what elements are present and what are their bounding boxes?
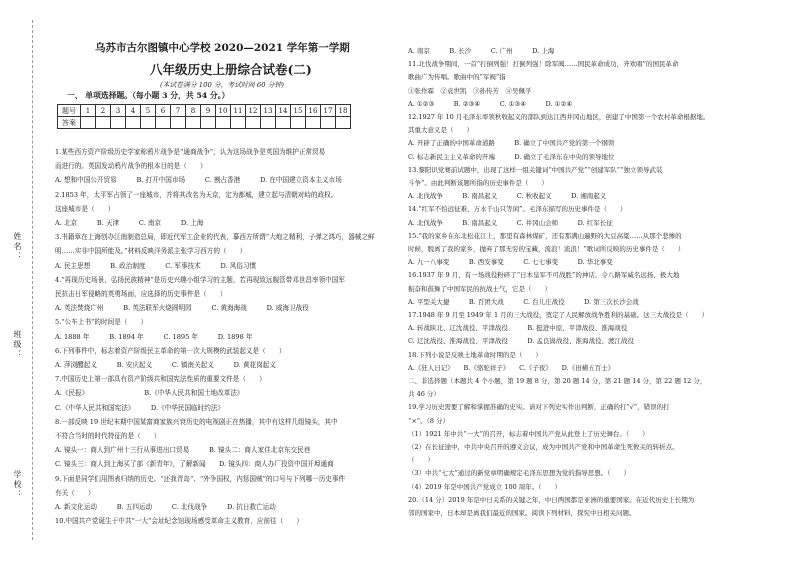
- student-name-label: 姓名：: [13, 232, 22, 262]
- grid-number-cell: 10: [216, 105, 231, 117]
- grid-answer-row: [58, 117, 351, 129]
- question-line: A. ①②③ B. ②③④ C. ①③④ D. ①②④: [408, 99, 573, 108]
- question-line: 8.一部反映 19 世纪末期中国某富商家族兴衰历史的电视剧正在热播，其中有这样几组镜头，其中: [55, 417, 338, 426]
- grid-answer-cell[interactable]: [261, 117, 276, 129]
- question-line: 6.下列事件中，标志着资产阶级民主革命的第一次大规模的武装起义是（ ）: [55, 346, 286, 355]
- question-line: 民抗击日军侵略的英勇场面，应选择的历史事件是（ ）: [55, 290, 227, 298]
- question-line: 共 46 分）: [408, 390, 440, 399]
- question-line: C. 镜头三：商人到上海买了部《新青年》，了解新闻 D. 镜头四：商人办厂投资中国开埠通商: [55, 460, 334, 469]
- grid-answer-cell[interactable]: [201, 117, 216, 129]
- question-line: 2.1853 年，太平军占领了一座城市，并将其改名为天京，定为都城，建立起与清朝对峙的政权。: [55, 190, 338, 199]
- question-line: A. 北伐战争 B. 南昌起义 C. 井冈山会师 D. 红军长征: [408, 218, 613, 227]
- grid-answer-cell[interactable]: [306, 117, 321, 129]
- grid-answer-cell[interactable]: [276, 117, 291, 129]
- grid-answer-cell[interactable]: [126, 117, 141, 129]
- grid-number-cell: 6: [156, 105, 171, 117]
- question-line: C. 标志新民主主义革命的开端 D. 确立了毛泽东在中央的领导地位: [408, 152, 615, 161]
- question-line: 时候，脱离了我的家乡，抛弃了那无穷的宝藏，流浪！流浪！”歌词所反映的历史事件是（ ）: [408, 245, 685, 253]
- question-line: 斗争”。由此判断该题所指的历史事件是（ ）: [408, 179, 548, 187]
- question-line: “×”。（8 分）: [408, 416, 450, 425]
- grid-number-cell: 16: [306, 105, 321, 117]
- grid-number-cell: 12: [246, 105, 261, 117]
- question-line: A. 新文化运动 B. 五四运动 C. 北伐战争 D. 抗日救亡运动: [55, 503, 276, 511]
- question-line: 4.“再现历史场景，弘扬民族精神”是历史兴趣小组学习的主题，若再现致远舰管带邓世昌率领中国军: [55, 275, 345, 284]
- question-line: A. 镜头一：商人到广州十三行从事进出口贸易 B. 镜头二：商人家住北京东交民巷: [55, 446, 311, 455]
- question-line: 9.下面是同学们用图表归纳的历史。“还我青岛”、“外争国权，内惩国贼”的口号与下列哪一历史事件: [55, 474, 346, 483]
- question-line: A. 1888 年 B. 1894 年 C. 1895 年 D. 1898 年: [55, 332, 253, 341]
- grid-answer-cell[interactable]: [321, 117, 336, 129]
- grid-number-cell: 4: [126, 105, 141, 117]
- exam-title-line1: 乌苏市古尔图镇中心学校 2020—2021 学年第一学期: [95, 42, 350, 54]
- question-line: （2）在长征途中，中共中央召开的遵义会议，成为中国共产党和中国革命生死攸关的转折点。: [408, 443, 679, 451]
- question-line: 二、非选择题（本题共 4 个小题，第 19 题 8 分，第 20 题 14 分，第 21 题 14 分，第 22 题 12 分，: [408, 377, 707, 385]
- grid-number-cell: 15: [291, 105, 306, 117]
- question-line: A. 英法焚烧广州 B. 英法联军火烧圆明园 C. 黄海海战 D. 威海卫战役: [55, 304, 309, 313]
- question-line: A. 北京 B. 天津 C. 南京 D. 上海: [55, 219, 204, 227]
- grid-answer-cell[interactable]: [171, 117, 186, 129]
- question-line: 16.1937 年 9 月，有一场战役粉碎了“日本皇军不可战胜”的神话，令八路军威名远扬，极大地: [408, 271, 680, 280]
- grid-answer-cell[interactable]: [156, 117, 171, 129]
- question-line: 明……实非中国所能及。”材料反映洋务派主张学习西方的（ ）: [55, 247, 247, 256]
- grid-answer-cell[interactable]: [81, 117, 96, 129]
- question-line: 11.北伐战争期间，一首“打倒列强！打倒列强！除军阀……国民革命成功，齐欢唱”的国民革命: [408, 60, 679, 69]
- question-line: （4）2019 年是中国共产党成立 100 周年。（ ）: [408, 482, 562, 491]
- grid-number-cell: 3: [111, 105, 126, 117]
- question-line: 歌曲广为传唱。歌曲中的“军阀”指: [408, 73, 506, 82]
- grid-answer-cell[interactable]: [96, 117, 111, 129]
- question-line: A.《狂人日记》 B.《骆驼祥子》 C.《子夜》 D.《田横五百士》: [408, 363, 615, 372]
- question-line: A. 平型关大捷 B. 百团大战 C. 台儿庄战役 D. 第三次长沙会战: [408, 297, 639, 306]
- question-line: A. 开辟了正确的中国革命道路 B. 确立了中国共产党的第一个纲领: [408, 139, 615, 148]
- grid-number-cell: 13: [261, 105, 276, 117]
- grid-number-cell: 7: [171, 105, 186, 117]
- question-line: 这座城市是（ ）: [55, 204, 115, 213]
- question-line: A. 九一八事变 B. 西安事变 C. 七七事变 D. 华北事变: [408, 258, 613, 267]
- grid-number-cell: 1: [81, 105, 96, 117]
- question-line: A. 南京 B. 长沙 C. 广州 D. 上海: [408, 47, 555, 55]
- question-line: （ ）: [408, 456, 434, 465]
- question-line: 15.“我的家乡在东北松花江上，那里有森林煤矿，还有那满山遍野的大豆高粱……从那个悲惨的: [408, 231, 682, 240]
- grid-number-cell: 2: [96, 105, 111, 117]
- answer-grid: [57, 104, 351, 129]
- section-one-heading: 一、 单项选择题。（每小题 3 分，共 54 分。）: [67, 91, 230, 100]
- grid-answer-cell[interactable]: [231, 117, 246, 129]
- exam-title-line2: 八年级历史上册综合试卷(二): [150, 62, 312, 77]
- grid-answer-cell[interactable]: [246, 117, 261, 129]
- question-line: 振奋和鼓舞了中国军民的抗战士气，它是（ ）: [408, 284, 551, 293]
- grid-number-cell: 11: [231, 105, 246, 117]
- question-line: C. 辽沈战役、淮海战役、平津战役 D. 孟良崮战役、淮海战役、渡江战役: [408, 337, 634, 346]
- question-line: （1）1921 年中共“一大”的召开，标志着中国共产党从此登上了历史舞台。（ ）: [408, 429, 649, 438]
- question-line: A. 民主思想 B. 政治制度 C. 军事技术 D. 风俗习惯: [55, 261, 257, 270]
- question-line: 20.（14 分）2019 年是中日关系的关键之年，中日两国都是亚洲的重要国家。在近代历史上长期为: [408, 495, 695, 504]
- left-column: [55, 0, 395, 562]
- question-line: 不符合当时的时代特征的是（ ）: [55, 432, 161, 440]
- question-line: A.《民报》 B.《中华人民共和国土地改革法》: [55, 389, 244, 398]
- question-line: 1.某些西方资产阶级历史学家称鸦片战争是“通商战争”，认为这场战争是英国为维护正常贸易: [55, 148, 326, 156]
- question-line: 18.下列小说是反映土地革命时期的是（ ）: [408, 350, 542, 359]
- question-line: （3）中共“七大”通过的新党章明确规定毛泽东思想为党的指导思想。（ ）: [408, 469, 631, 478]
- question-line: A. 想和中国公开贸易 B. 打开中国市场 C. 割占香港 D. 在中国建立资本主义市场: [55, 176, 342, 185]
- exam-subtitle: (本试卷满分 100 分，考试时间 60 分钟): [160, 81, 284, 89]
- grid-number-cell: 5: [141, 105, 156, 117]
- question-line: A. 萍浏醴起义 B. 安庆起义 C. 镇南关起义 D. 黄花岗起义: [55, 361, 276, 369]
- question-line: 17.1948 年 9 月至 1949 年 1 月的三大战役，奠定了人民解放战争胜利的基础。这三大战役是（ ）: [408, 311, 709, 319]
- grid-number-cell: 14: [276, 105, 291, 117]
- question-line: 14.“红军不怕远征难，万水千山只等闲”。毛泽东描写的历史事件是（ ）: [408, 205, 627, 214]
- grid-row2-label: 答案: [58, 117, 81, 129]
- question-line: 而进行的。英国发动鸦片战争的根本目的是（ ）: [55, 162, 207, 171]
- question-line: A. 北伐战争 B. 南昌起义 C. 秋收起义 D. 湘南起义: [408, 192, 607, 201]
- grid-number-cell: 8: [186, 105, 201, 117]
- grid-answer-cell[interactable]: [291, 117, 306, 129]
- class-label: 班级：: [13, 330, 22, 360]
- question-line: 邻的国家中，日本却是离我们最近的国家。阅读下列材料，探究中日相关问题。: [408, 509, 636, 517]
- grid-number-cell: 17: [321, 105, 336, 117]
- right-column: [408, 0, 788, 562]
- question-line: 3.书籍章在上海创办江南制造总局，即近代军工企业的代表，摹西方所谓“大炮之精利，子弹之鸿巧，器械之鲜: [55, 233, 375, 242]
- school-label: 学校：: [13, 470, 22, 500]
- question-line: 13.黎阳识党赛前试题中，出现了这样一组关键词“中国共产党”“创建军队”“独立领导武装: [408, 165, 663, 174]
- question-line: 5.“公车上书”的时间是（ ）: [55, 318, 148, 327]
- grid-row1-label: 题号: [58, 105, 81, 117]
- question-line: 12.1927 年 10 月毛泽东率领秋收起义的部队到达江西井冈山地区，创建了中国第一个农村革命根据地。: [408, 113, 710, 121]
- question-line: 7.中国历史上第一部具有资产阶级共和国宪法性质的重要文件是（ ）: [55, 375, 266, 384]
- question-line: ①张作霖 ②袁世凯 ③孙传芳 ④吴佩孚: [408, 86, 532, 95]
- grid-answer-cell[interactable]: [336, 117, 351, 129]
- grid-number-cell: 18: [336, 105, 351, 117]
- question-line: 有关（ ）: [55, 488, 95, 497]
- question-line: C.《中华人民共和国宪法》 D.《中华民国临时约法》: [55, 403, 225, 412]
- question-line: 其重大意义是（ ）: [408, 126, 473, 135]
- grid-number-row: [58, 105, 351, 117]
- grid-answer-cell[interactable]: [186, 117, 201, 129]
- grid-number-cell: 9: [201, 105, 216, 117]
- grid-answer-cell[interactable]: [141, 117, 156, 129]
- binding-line: [32, 20, 33, 540]
- grid-answer-cell[interactable]: [111, 117, 126, 129]
- question-line: A. 转战陕北、辽沈战役、平津战役 B. 挺进中原、平津战役、淮海战役: [408, 324, 628, 333]
- question-line: 19.学习历史需要了解和掌握准确的史实。请对下列史实作出判断，正确的打“√”，错误的打: [408, 403, 670, 412]
- grid-answer-cell[interactable]: [216, 117, 231, 129]
- question-line: 10.中国共产党诞生于中共“一大”会址纪念馆现场感受革命主义教育，应前往（ ）: [55, 517, 304, 526]
